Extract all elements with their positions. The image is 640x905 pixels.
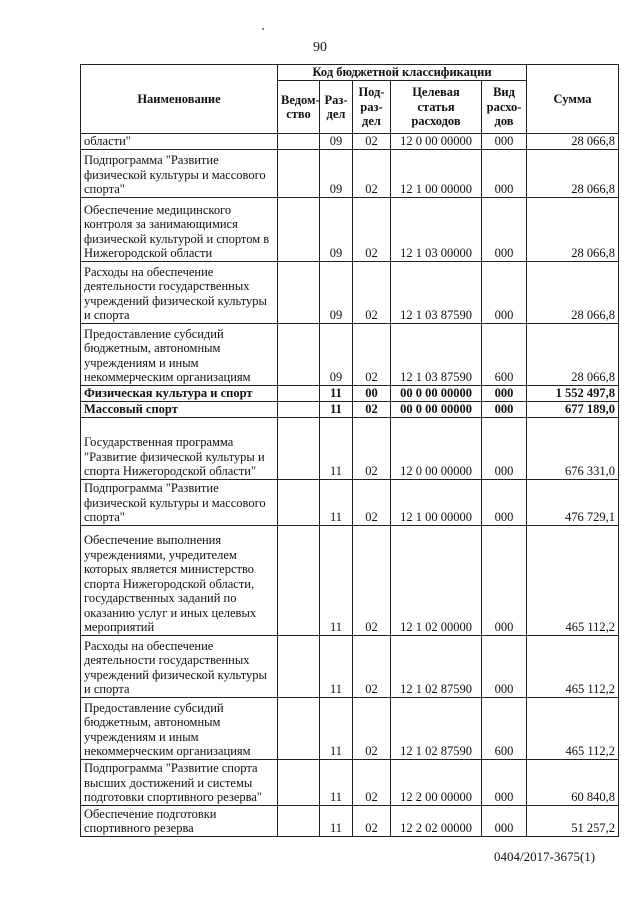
- row-name: Массовый спорт: [81, 401, 278, 417]
- row-vedomstvo: [278, 323, 320, 385]
- row-vedomstvo: [278, 805, 320, 836]
- row-name: Физическая культура и спорт: [81, 385, 278, 401]
- row-vedomstvo: [278, 479, 320, 525]
- table-row: [81, 635, 619, 697]
- row-name: Подпрограмма "Развитие физической культуры и массового спорта": [81, 479, 278, 525]
- row-podrazdel: 02: [353, 401, 391, 417]
- row-summa: 60 840,8: [527, 759, 619, 805]
- row-vedomstvo: [278, 759, 320, 805]
- row-podrazdel: 02: [353, 197, 391, 261]
- table-row: [81, 479, 619, 525]
- row-vedomstvo: [278, 261, 320, 323]
- row-vid: 000: [482, 759, 527, 805]
- row-celevaya: 12 1 02 00000: [391, 525, 482, 635]
- row-summa: 465 112,2: [527, 525, 619, 635]
- header-vid: Вид расхо- дов: [482, 81, 527, 134]
- header-podrazdel: Под- раз- дел: [353, 81, 391, 134]
- row-podrazdel: 02: [353, 697, 391, 759]
- row-summa: 465 112,2: [527, 635, 619, 697]
- row-podrazdel: 02: [353, 479, 391, 525]
- row-vid: 000: [482, 149, 527, 197]
- row-name: Предоставление субсидий бюджетным, автономным учреждениям и иным некоммерческим организациям: [81, 323, 278, 385]
- row-razdel: 11: [320, 635, 353, 697]
- row-celevaya: 12 1 03 00000: [391, 197, 482, 261]
- row-celevaya: 12 1 00 00000: [391, 149, 482, 197]
- table-row: [81, 417, 619, 479]
- row-summa: 28 066,8: [527, 197, 619, 261]
- table-row: [81, 759, 619, 805]
- row-summa: 676 331,0: [527, 417, 619, 479]
- header-celevaya: Целевая статья расходов: [391, 81, 482, 134]
- row-podrazdel: 02: [353, 759, 391, 805]
- document-code: 0404/2017-3675(1): [494, 849, 596, 864]
- row-summa: 28 066,8: [527, 134, 619, 150]
- row-vid: 000: [482, 385, 527, 401]
- row-vid: 000: [482, 525, 527, 635]
- row-razdel: 09: [320, 197, 353, 261]
- row-razdel: 09: [320, 323, 353, 385]
- header-vedomstvo: Ведом- ство: [278, 81, 320, 134]
- row-summa: 465 112,2: [527, 697, 619, 759]
- row-summa: 1 552 497,8: [527, 385, 619, 401]
- table-body: [81, 134, 619, 837]
- row-celevaya: 12 2 02 00000: [391, 805, 482, 836]
- row-celevaya: 12 1 03 87590: [391, 261, 482, 323]
- row-celevaya: 12 0 00 00000: [391, 417, 482, 479]
- row-vedomstvo: [278, 697, 320, 759]
- row-vid: 600: [482, 697, 527, 759]
- row-vedomstvo: [278, 525, 320, 635]
- row-podrazdel: 02: [353, 134, 391, 150]
- row-vedomstvo: [278, 385, 320, 401]
- row-vedomstvo: [278, 635, 320, 697]
- row-summa: 476 729,1: [527, 479, 619, 525]
- row-celevaya: 00 0 00 00000: [391, 401, 482, 417]
- row-vid: 000: [482, 805, 527, 836]
- row-celevaya: 12 1 02 87590: [391, 635, 482, 697]
- row-vid: 600: [482, 323, 527, 385]
- row-podrazdel: 00: [353, 385, 391, 401]
- row-vid: 000: [482, 635, 527, 697]
- row-celevaya: 12 1 03 87590: [391, 323, 482, 385]
- row-name: Обеспечение подготовки спортивного резерва: [81, 805, 278, 836]
- table-row: [81, 697, 619, 759]
- table-row: [81, 401, 619, 417]
- row-podrazdel: 02: [353, 635, 391, 697]
- row-name: Расходы на обеспечение деятельности государственных учреждений физической культуры и спорта: [81, 261, 278, 323]
- row-vid: 000: [482, 197, 527, 261]
- row-razdel: 11: [320, 385, 353, 401]
- row-name: Обеспечение медицинского контроля за занимающимися физической культурой и спортом в Нижегородской области: [81, 197, 278, 261]
- row-vid: 000: [482, 261, 527, 323]
- row-razdel: 11: [320, 697, 353, 759]
- row-vid: 000: [482, 134, 527, 150]
- row-razdel: 09: [320, 149, 353, 197]
- row-celevaya: 12 0 00 00000: [391, 134, 482, 150]
- header-name: Наименование: [81, 65, 278, 134]
- row-vid: 000: [482, 401, 527, 417]
- row-summa: 28 066,8: [527, 149, 619, 197]
- row-name: Государственная программа "Развитие физической культуры и спорта Нижегородской области": [81, 417, 278, 479]
- row-name: Подпрограмма "Развитие спорта высших достижений и системы подготовки спортивного резерва": [81, 759, 278, 805]
- row-razdel: 11: [320, 479, 353, 525]
- row-celevaya: 00 0 00 00000: [391, 385, 482, 401]
- table-row: [81, 385, 619, 401]
- scan-speck: [262, 28, 264, 30]
- table-row: [81, 197, 619, 261]
- row-summa: 677 189,0: [527, 401, 619, 417]
- row-podrazdel: 02: [353, 149, 391, 197]
- row-razdel: 11: [320, 417, 353, 479]
- row-razdel: 11: [320, 401, 353, 417]
- page-number: 90: [313, 40, 327, 55]
- row-name: Расходы на обеспечение деятельности государственных учреждений физической культуры и спорта: [81, 635, 278, 697]
- row-podrazdel: 02: [353, 323, 391, 385]
- row-vedomstvo: [278, 401, 320, 417]
- header-summa: Сумма: [527, 65, 619, 134]
- row-summa: 51 257,2: [527, 805, 619, 836]
- row-razdel: 11: [320, 805, 353, 836]
- header-razdel: Раз- дел: [320, 81, 353, 134]
- row-razdel: 11: [320, 525, 353, 635]
- row-vid: 000: [482, 479, 527, 525]
- table-row: [81, 323, 619, 385]
- row-razdel: 09: [320, 261, 353, 323]
- row-podrazdel: 02: [353, 417, 391, 479]
- table-row: [81, 805, 619, 836]
- row-vid: 000: [482, 417, 527, 479]
- row-name: Обеспечение выполнения учреждениями, учредителем которых является министерство спорта Нижегородской области, государственных заданий по оказанию услуг и иных целевых мероприятий: [81, 525, 278, 635]
- header-code-group: Код бюджетной классификации: [278, 65, 527, 81]
- row-vedomstvo: [278, 134, 320, 150]
- row-podrazdel: 02: [353, 805, 391, 836]
- row-razdel: 11: [320, 759, 353, 805]
- table-row: [81, 525, 619, 635]
- table-row: [81, 261, 619, 323]
- row-celevaya: 12 1 02 87590: [391, 697, 482, 759]
- row-razdel: 09: [320, 134, 353, 150]
- row-celevaya: 12 2 00 00000: [391, 759, 482, 805]
- row-name: Подпрограмма "Развитие физической культуры и массового спорта": [81, 149, 278, 197]
- row-summa: 28 066,8: [527, 261, 619, 323]
- row-name: области": [81, 134, 278, 150]
- row-vedomstvo: [278, 197, 320, 261]
- row-vedomstvo: [278, 417, 320, 479]
- row-celevaya: 12 1 00 00000: [391, 479, 482, 525]
- table-row: [81, 134, 619, 150]
- row-name: Предоставление субсидий бюджетным, автономным учреждениям и иным некоммерческим организациям: [81, 697, 278, 759]
- row-podrazdel: 02: [353, 261, 391, 323]
- row-vedomstvo: [278, 149, 320, 197]
- row-summa: 28 066,8: [527, 323, 619, 385]
- table-row: [81, 149, 619, 197]
- row-podrazdel: 02: [353, 525, 391, 635]
- budget-table: [80, 64, 619, 837]
